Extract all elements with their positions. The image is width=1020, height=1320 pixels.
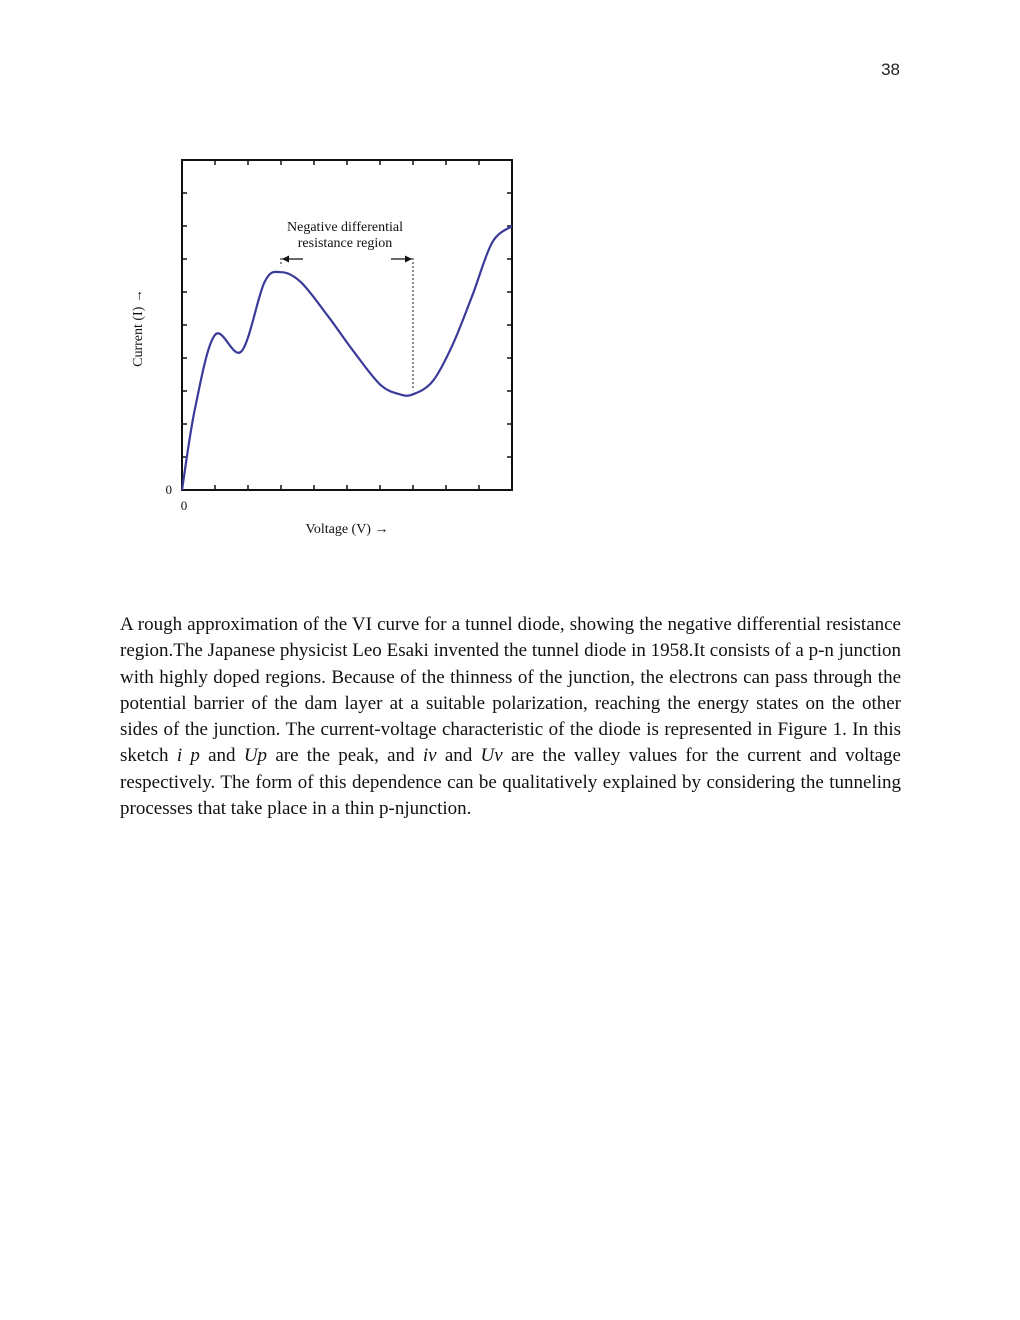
- paragraph-text-5: are the valley values for the current and voltage respectively. The form of this dependence can be qualitatively explained by considering the tunneling processes that take place in a thin p-njunction.: [120, 745, 901, 820]
- vi-curve-line: [182, 226, 512, 490]
- plot-frame: [182, 160, 512, 490]
- x-axis-label: Voltage (V) →: [305, 522, 389, 537]
- region-arrows: [282, 256, 412, 263]
- vi-curve-chart: [120, 140, 540, 560]
- y-tick-label-0: 0: [165, 482, 172, 497]
- annotation-line-1: Negative differential: [287, 220, 403, 235]
- right-arrow: [391, 256, 412, 263]
- symbol-ip: i p: [176, 745, 200, 767]
- page-number: 38: [881, 60, 900, 79]
- left-arrow: [282, 256, 303, 263]
- symbol-iv: iv: [422, 745, 437, 767]
- axis-ticks: [182, 160, 512, 490]
- paragraph-text-1: A rough approximation of the VI curve for a tunnel diode, showing the negative differential resistance region.The Japanese physicist Leo Esaki invented the tunnel diode in 1958.It consists of a p-n junction with highly doped regions. Because of the thinness of the junction, the electrons can pass through the potential barrier of the dam layer at a suitable polarization, reaching the energy states on the other sides of the junction. The current-voltage characteristic of the diode is represented in Figure 1. In this sketch: [120, 614, 901, 767]
- vi-curve-figure: [120, 140, 540, 560]
- y-axis-label: Current (I) →: [131, 289, 146, 367]
- figure-caption-paragraph: [120, 612, 901, 822]
- paragraph-text-2: and: [199, 745, 244, 767]
- x-tick-label-0: 0: [180, 498, 188, 513]
- symbol-up: Up: [243, 745, 268, 767]
- annotation-line-2: resistance region: [297, 236, 393, 251]
- symbol-uv: Uv: [480, 745, 503, 767]
- paragraph-text-4: and: [436, 745, 481, 767]
- paragraph-text-3: are the peak, and: [267, 745, 423, 767]
